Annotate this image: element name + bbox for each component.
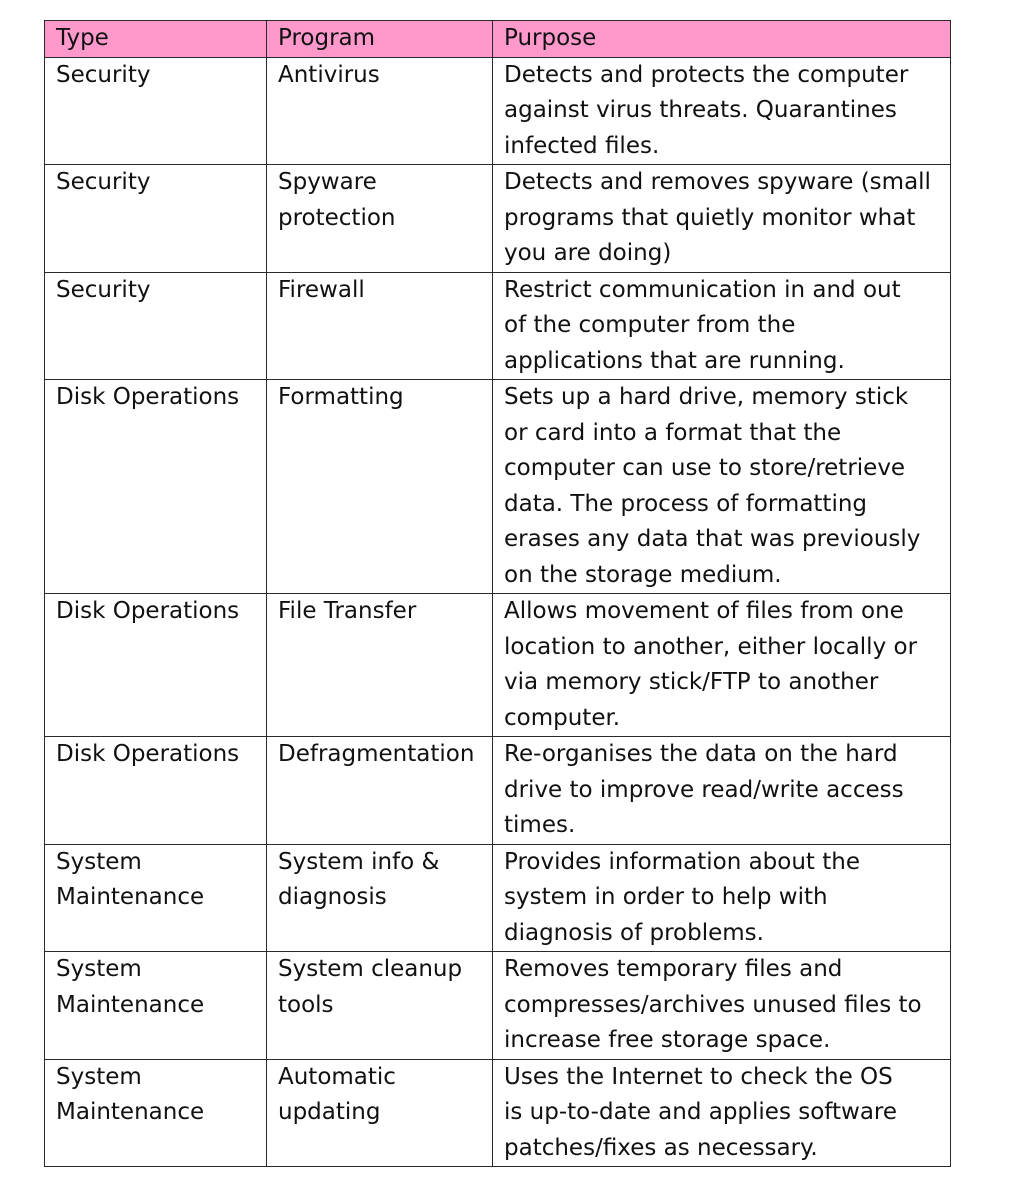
- table-row: [45, 57, 951, 165]
- table-row: [45, 272, 951, 380]
- cell-purpose: Allows movement of files from one location to another, either locally or via memory stick/FTP to another computer.: [493, 594, 951, 737]
- header-purpose: Purpose: [493, 21, 951, 58]
- cell-type: Disk Operations: [45, 737, 267, 845]
- cell-type: Disk Operations: [45, 380, 267, 594]
- table-row: [45, 952, 951, 1060]
- table-row: [45, 165, 951, 273]
- header-row: [45, 21, 951, 58]
- table-body: [45, 57, 951, 1167]
- cell-type: Security: [45, 57, 267, 165]
- table-header: [45, 21, 951, 58]
- table-row: [45, 737, 951, 845]
- cell-type: System Maintenance: [45, 844, 267, 952]
- cell-program: Defragmentation: [267, 737, 493, 845]
- cell-program: Firewall: [267, 272, 493, 380]
- cell-program: Automatic updating: [267, 1059, 493, 1167]
- cell-purpose: Detects and removes spyware (small programs that quietly monitor what you are doing): [493, 165, 951, 273]
- table-row: [45, 844, 951, 952]
- cell-type: Disk Operations: [45, 594, 267, 737]
- header-type: Type: [45, 21, 267, 58]
- table-row: [45, 380, 951, 594]
- cell-program: System cleanup tools: [267, 952, 493, 1060]
- cell-purpose: Re-organises the data on the hard drive to improve read/write access times.: [493, 737, 951, 845]
- cell-purpose: Sets up a hard drive, memory stick or card into a format that the computer can use to store/retrieve data. The process of formatting erases any data that was previously on the storage medium.: [493, 380, 951, 594]
- table-row: [45, 594, 951, 737]
- cell-purpose: Detects and protects the computer against virus threats. Quarantines infected files.: [493, 57, 951, 165]
- cell-type: Security: [45, 272, 267, 380]
- cell-purpose: Provides information about the system in order to help with diagnosis of problems.: [493, 844, 951, 952]
- cell-program: File Transfer: [267, 594, 493, 737]
- cell-program: System info & diagnosis: [267, 844, 493, 952]
- table-row: [45, 1059, 951, 1167]
- utility-programs-table: [44, 20, 951, 1167]
- cell-purpose: Removes temporary files and compresses/archives unused files to increase free storage space.: [493, 952, 951, 1060]
- cell-type: System Maintenance: [45, 952, 267, 1060]
- cell-purpose: Restrict communication in and out of the computer from the applications that are running.: [493, 272, 951, 380]
- cell-type: Security: [45, 165, 267, 273]
- cell-program: Antivirus: [267, 57, 493, 165]
- header-program: Program: [267, 21, 493, 58]
- cell-program: Spyware protection: [267, 165, 493, 273]
- cell-type: System Maintenance: [45, 1059, 267, 1167]
- cell-purpose: Uses the Internet to check the OS is up-to-date and applies software patches/fixes as necessary.: [493, 1059, 951, 1167]
- cell-program: Formatting: [267, 380, 493, 594]
